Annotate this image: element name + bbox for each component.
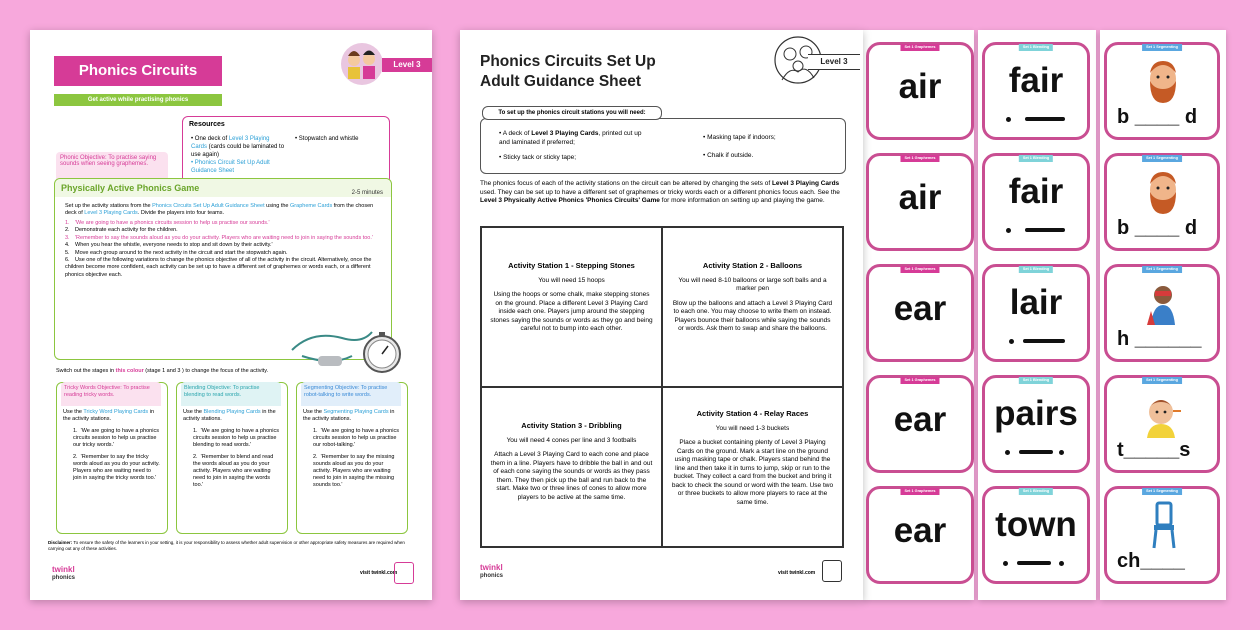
- resource-item[interactable]: • Phonics Circuit Set Up Adult Guidance Sheet: [191, 160, 270, 174]
- station-need: You will need 15 hoops: [538, 276, 605, 284]
- variation-body: Use the Tricky Word Playing Cards in the activity stations. 1. 'We are going to have a phonics circuits session to help us practise our tricky words.' 2. 'Remember to say the tricky words aloud as you do your activity. Players who are waiting need to join in saying the tricky words too.': [63, 409, 160, 481]
- card-word: air: [898, 178, 942, 217]
- card-word: lair: [1009, 283, 1063, 322]
- variation-body: Use the Blending Playing Cards in the activity stations. 1. 'We are going to have a phonics circuits session to help us practise blending to read words.' 2. 'Remember to blend and read the words aloud as you do your activity. Players who are waiting need to join in saying the words too.': [183, 409, 279, 488]
- twinkl-phonics-logo: twinkl phonics: [480, 563, 504, 579]
- sound-dot: [1006, 117, 1011, 122]
- sound-dash: [1025, 117, 1065, 121]
- badge-icon: [822, 560, 842, 582]
- blending-card: [982, 264, 1090, 362]
- card-set-tag: Set 1 Graphemes: [900, 266, 939, 273]
- variation-body: Use the Segmenting Playing Cards in the activity stations. 1. 'We are going to have a phonics circuits session to help us practise our robot-talking.' 2. 'Remember to say the missing sounds aloud as you do your activity. Players who are waiting need to join in saying the missing sounds too.': [303, 409, 399, 488]
- station-text: Attach a Level 3 Playing Card to each cone and place them in a line. Players have to dribble the ball in and out of each cone saying the sounds or words as they pass them. They then pick up the ball and run back to the start. Make two or three lines of cones to allow more players to be active at the same time.: [490, 451, 653, 501]
- twinkl-phonics-logo: twinkl phonics: [52, 565, 76, 581]
- sound-dot: [1005, 450, 1010, 455]
- blending-card: [982, 486, 1090, 584]
- variation-card-segmenting: [296, 382, 408, 534]
- card-set-tag: Set 1 Segmenting: [1142, 155, 1182, 162]
- card-word: fair: [1008, 172, 1064, 211]
- boy-picture: [1143, 392, 1183, 438]
- phonics-objective: Phonic Objective: To practise saying sounds when seeing graphemes.: [56, 152, 168, 180]
- need-item: • Sticky tack or sticky tape;: [499, 154, 577, 161]
- station-cell: [481, 227, 662, 387]
- station-title: Activity Station 1 - Stepping Stones: [508, 261, 635, 270]
- sound-dash: [1017, 561, 1051, 565]
- card-set-tag: Set 1 Blending: [1019, 44, 1053, 51]
- activity-stations-table: [480, 226, 844, 548]
- need-item: • Chalk if outside.: [703, 152, 754, 159]
- sound-dash: [1019, 450, 1053, 454]
- variation-heading: Blending Objective: To practise blending to read words.: [181, 382, 281, 406]
- level-tag: Level 3: [382, 58, 432, 72]
- activity-sheet: [30, 30, 432, 600]
- station-need: You will need 1-3 buckets: [715, 424, 790, 432]
- station-cell: [662, 387, 843, 547]
- level-tag: Level 3: [808, 54, 860, 70]
- station-cell: [662, 227, 843, 387]
- segmenting-card: [1104, 486, 1220, 584]
- guidance-paragraph: The phonics focus of each of the activity stations on the circuit can be altered by changing the sets of Level 3 Playing Cards used. They can be set up to have a different set of graphemes or tricky words each or a different phonics focus each. See the Level 3 Physically Active Phonics 'Phonics Circuits' Game for more information on setting up and playing the game.: [480, 180, 840, 204]
- step-item: 3. 'Remember to say the sounds aloud as you do your activity. Players who are waiting need to join in saying the sounds too.': [65, 234, 373, 241]
- game-title: Physically Active Phonics Game 2-5 minutes: [55, 179, 391, 197]
- resources-heading: Resources: [189, 121, 225, 128]
- bearded-man-picture: [1145, 59, 1181, 105]
- station-need: You will need 8-10 balloons or large soft balls and a marker pen: [678, 276, 827, 292]
- visit-link[interactable]: visit twinkl.com: [778, 570, 816, 576]
- segmenting-card: [1104, 153, 1220, 251]
- card-word: b ____ d: [1117, 106, 1198, 128]
- card-set-tag: Set 1 Blending: [1019, 488, 1053, 495]
- card-word: t_____s: [1117, 439, 1191, 461]
- card-word: b ____ d: [1117, 217, 1198, 239]
- station-need: You will need 4 cones per line and 3 footballs: [506, 436, 637, 444]
- step-item: 1. 'We are going to have a phonics circuits session to help us practise our sounds.': [65, 220, 270, 226]
- card-set-tag: Set 1 Graphemes: [900, 155, 939, 162]
- segmenting-card: [1104, 264, 1220, 362]
- children-illustration: [336, 42, 388, 86]
- resource-item: • Stopwatch and whistle: [295, 136, 359, 142]
- station-title: Activity Station 4 - Relay Races: [696, 409, 809, 418]
- variation-heading: Segmenting Objective: To practise robot-talking to write words.: [301, 382, 401, 406]
- hero-child-picture: [1145, 281, 1181, 327]
- card-word: ear: [893, 511, 947, 550]
- variation-card-blending: [176, 382, 288, 534]
- card-word: ear: [893, 400, 947, 439]
- card-set-tag: Set 1 Segmenting: [1142, 266, 1182, 273]
- sound-dot: [1009, 339, 1014, 344]
- card-set-tag: Set 1 Blending: [1019, 377, 1053, 384]
- card-set-tag: Set 1 Segmenting: [1142, 377, 1182, 384]
- resource-link[interactable]: Level 3 Playing Cards: [191, 136, 270, 150]
- station-text: Place a bucket containing plenty of Level 3 Playing Cards on the ground. Mark a start line on the ground using masking tape or chalk. Players stand behind the line and then take it in turns to jump, skip or run to the bucket. They collect a card from the bucket and bring it back to check the sound or word with the team. Use two or three buckets to allow more players to race at the same time.: [671, 439, 834, 506]
- duration-label: 2-5 minutes: [351, 190, 383, 196]
- grapheme-card: [866, 42, 974, 140]
- card-set-tag: Set 1 Graphemes: [900, 377, 939, 384]
- card-set-tag: Set 1 Blending: [1019, 266, 1053, 273]
- sound-dot: [1006, 228, 1011, 233]
- variation-card-tricky-words: [56, 382, 168, 534]
- sound-dot: [1059, 561, 1064, 566]
- bearded-man-picture: [1145, 170, 1181, 216]
- station-title: Activity Station 2 - Balloons: [702, 261, 803, 270]
- card-set-tag: Set 1 Graphemes: [900, 488, 939, 495]
- grapheme-card: [866, 486, 974, 584]
- sound-dot: [1059, 450, 1064, 455]
- card-word: town: [995, 505, 1077, 544]
- blending-card: [982, 153, 1090, 251]
- resource-item: • One deck of Level 3 Playing Cards (cards could be laminated to use again): [191, 136, 285, 158]
- grapheme-card: [866, 153, 974, 251]
- card-word: fair: [1008, 61, 1064, 100]
- needs-box: [480, 118, 846, 174]
- station-text: Blow up the balloons and attach a Level 3 Playing Card to each one. You may choose to write them on instead. Players bounce their balloons while saying the sounds or words. Ask them to swap and share the balloons.: [672, 299, 833, 332]
- segmenting-card: [1104, 375, 1220, 473]
- sheet-subtitle-ribbon: Get active while practising phonics: [54, 94, 222, 106]
- visit-link[interactable]: visit twinkl.com: [360, 570, 398, 576]
- blending-card: [982, 375, 1090, 473]
- card-set-tag: Set 1 Graphemes: [900, 44, 939, 51]
- whistle-stopwatch-illustration: [282, 320, 402, 380]
- disclaimer: Disclaimer: To ensure the safety of the learners in your setting, it is your responsibility to assess whether adult supervision or other appropriate safety measures are required when carrying out any of these activities.: [48, 540, 405, 551]
- card-word: h ______: [1117, 328, 1202, 350]
- station-title: Activity Station 3 - Dribbling: [521, 421, 622, 430]
- variation-heading: Tricky Words Objective: To practise reading tricky words.: [61, 382, 161, 406]
- segmenting-card: [1104, 42, 1220, 140]
- need-item: • Masking tape if indoors;: [703, 134, 776, 141]
- card-word: ear: [893, 289, 947, 328]
- grapheme-card: [866, 375, 974, 473]
- step-item: 6. Use one of the following variations to change the phonics objective of all of the activity in the circuit. Alternatively, once the children become more confident, each activity can be set up to have a different set of graphemes or words each, or a different phonics objective each.: [65, 257, 372, 278]
- sound-dot: [1003, 561, 1008, 566]
- guidance-title: Phonics Circuits Set Up Adult Guidance Sheet: [480, 53, 656, 90]
- card-word: pairs: [994, 394, 1078, 433]
- chair-picture: [1149, 501, 1179, 549]
- card-set-tag: Set 1 Segmenting: [1142, 44, 1182, 51]
- card-word: air: [898, 67, 942, 106]
- switch-note: Switch out the stages in this colour (stage 1 and 3 ) to change the focus of the activity.: [56, 368, 269, 374]
- steps-list: [65, 220, 383, 279]
- step-item: 4. When you hear the whistle, everyone needs to stop and sit down by their activity.': [65, 242, 273, 249]
- sheet-title-banner: Phonics Circuits: [54, 56, 222, 86]
- game-intro: Set up the activity stations from the Phonics Circuits Set Up Adult Guidance Sheet using the Grapheme Cards from the chosen deck of Level 3 Playing Cards. Divide the players into four teams.: [65, 203, 374, 216]
- resources-box: [182, 116, 390, 184]
- badge-icon: [394, 562, 414, 584]
- blending-card: [982, 42, 1090, 140]
- card-set-tag: Set 1 Blending: [1019, 155, 1053, 162]
- card-word: ch____: [1117, 550, 1185, 572]
- station-text: Using the hoops or some chalk, make stepping stones on the ground. Place a different Level 3 Playing Card inside each one. Players jump around the stepping stones saying the sounds or words as they go and being careful not to bump into each other.: [490, 291, 653, 332]
- station-cell: [481, 387, 662, 547]
- step-item: 5. Move each group around to the next activity in the circuit and start the stopwatch again.: [65, 249, 288, 256]
- sound-dash: [1023, 339, 1065, 343]
- card-set-tag: Set 1 Segmenting: [1142, 488, 1182, 495]
- sound-dash: [1025, 228, 1065, 232]
- step-item: 2. Demonstrate each activity for the children.: [65, 227, 178, 234]
- grapheme-card: [866, 264, 974, 362]
- needs-heading: To set up the phonics circuit stations you will need:: [482, 106, 662, 120]
- guidance-sheet: [460, 30, 863, 600]
- need-item: • A deck of Level 3 Playing Cards, printed cut up and laminated if preferred;: [499, 130, 642, 146]
